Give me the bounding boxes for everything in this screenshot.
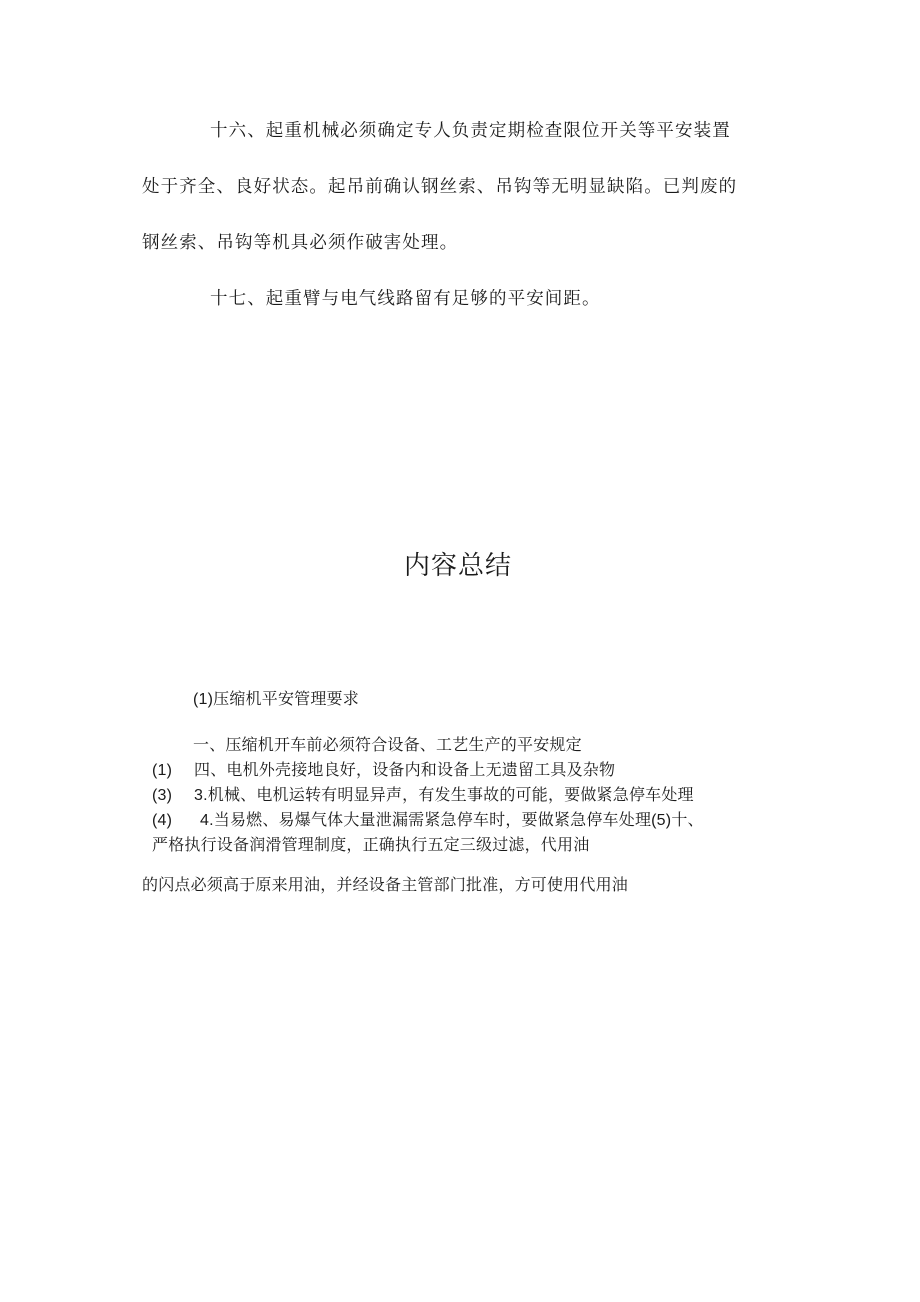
summary-line-2-text: 四、电机外壳接地良好，设备内和设备上无遗留工具及杂物 (194, 760, 616, 779)
summary-line-3-lead: 3. (194, 787, 208, 804)
summary-title: 内容总结 (404, 551, 513, 581)
summary-heading-number: (1) (193, 691, 214, 708)
summary-line-4-text-b: 十、 (671, 810, 704, 829)
summary-line-3-number: (3) (152, 787, 173, 804)
paragraph-16-line-1: 十六、起重机械必须确定专人负责定期检查限位开关等平安装置 (210, 121, 731, 141)
summary-line-6: 的闪点必须高于原来用油，并经设备主管部门批准，方可使用代用油 (142, 875, 629, 894)
paragraph-16-line-3: 钢丝索、吊钩等机具必须作破害处理。 (142, 233, 459, 253)
summary-line-4-mid: (5) (651, 812, 672, 829)
paragraph-17: 十七、起重臂与电气线路留有足够的平安间距。 (210, 289, 601, 309)
summary-line-4-number: (4) (152, 812, 173, 829)
summary-line-1: 一、压缩机开车前必须符合设备、工艺生产的平安规定 (193, 735, 582, 754)
summary-line-5: 严格执行设备润滑管理制度，正确执行五定三级过滤，代用油 (152, 835, 590, 854)
summary-line-3 (152, 782, 694, 805)
summary-line-4-lead: 4. (200, 812, 214, 829)
summary-line-2-number: (1) (152, 762, 173, 779)
summary-heading (193, 686, 359, 709)
summary-line-4-text-a: 当易燃、易爆气体大量泄漏需紧急停车时，要做紧急停车处理 (213, 810, 652, 829)
summary-heading-text: 压缩机平安管理要求 (213, 689, 359, 708)
summary-line-2 (152, 757, 615, 780)
summary-line-3-text: 机械、电机运转有明显异声，有发生事故的可能，要做紧急停车处理 (207, 785, 694, 804)
summary-line-4 (152, 807, 704, 830)
paragraph-16-line-2: 处于齐全、良好状态。起吊前确认钢丝索、吊钩等无明显缺陷。已判废的 (142, 177, 738, 197)
